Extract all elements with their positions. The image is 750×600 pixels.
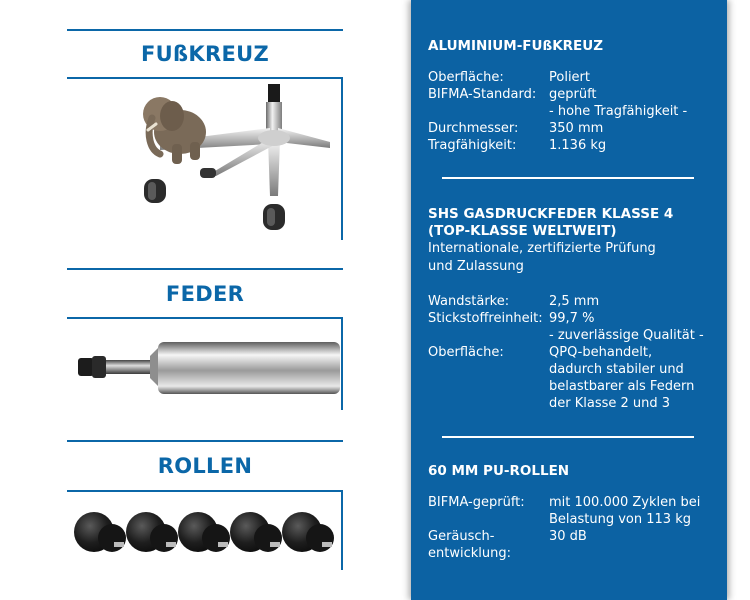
spec-title-rollen: 60 MM PU-ROLLEN (428, 463, 570, 479)
spec-key: BIFMA-geprüft: (428, 495, 525, 510)
frame-divider-line (67, 77, 343, 79)
frame-top-line (67, 268, 343, 270)
section-title-feder: FEDER (165, 282, 245, 306)
spec-key: Tragfähigkeit: (428, 138, 517, 153)
spec-subtitle: Internationale, zertifizierte Prüfung (428, 241, 656, 256)
spec-value: dadurch stabiler und (549, 362, 684, 377)
spec-value: QPQ-behandelt, (549, 345, 653, 360)
frame-divider-line (67, 490, 343, 492)
frame-right-line (341, 317, 343, 410)
spec-key: Wandstärke: (428, 294, 510, 309)
spec-key: entwicklung: (428, 546, 511, 561)
separator-line (442, 177, 694, 179)
base-with-elephant-image (120, 84, 340, 240)
frame-right-line (341, 490, 343, 570)
spec-value: 1.136 kg (549, 138, 607, 153)
spec-key: Geräusch- (428, 529, 495, 544)
spec-value: geprüft (549, 87, 597, 102)
spec-value: Poliert (549, 70, 590, 85)
spec-value: 30 dB (549, 529, 587, 544)
spec-key: Stickstoffreinheit: (428, 311, 543, 326)
spec-value: mit 100.000 Zyklen bei (549, 495, 701, 510)
spec-value: belastbarer als Federn (549, 379, 695, 394)
gas-spring-image (78, 336, 340, 400)
spec-value: - zuverlässige Qualität - (549, 328, 704, 343)
frame-top-line (67, 29, 343, 31)
spec-key: Durchmesser: (428, 121, 519, 136)
spec-value: 2,5 mm (549, 294, 600, 309)
spec-subtitle-line2: und Zulassung (428, 259, 524, 274)
spec-value: Belastung von 113 kg (549, 512, 691, 527)
separator-line (442, 436, 694, 438)
spec-value: - hohe Tragfähigkeit - (549, 104, 688, 119)
frame-divider-line (67, 317, 343, 319)
specs-panel (411, 0, 727, 600)
frame-right-line (341, 77, 343, 240)
section-title-rollen: ROLLEN (157, 454, 253, 478)
casters-image (72, 508, 338, 558)
section-title-fusskreuz: FUßKREUZ (141, 42, 269, 66)
spec-value: der Klasse 2 und 3 (549, 396, 671, 411)
spec-key: Oberfläche: (428, 70, 504, 85)
spec-value: 350 mm (549, 121, 604, 136)
spec-title-feder-line2: (TOP-KLASSE WELTWEIT) (428, 223, 617, 239)
frame-top-line (67, 440, 343, 442)
spec-value: 99,7 % (549, 311, 595, 326)
spec-title-fusskreuz: ALUMINIUM-FUßKREUZ (428, 38, 604, 54)
spec-title-feder: SHS GASDRUCKFEDER KLASSE 4 (428, 206, 674, 222)
spec-key: BIFMA-Standard: (428, 87, 537, 102)
spec-key: Oberfläche: (428, 345, 504, 360)
